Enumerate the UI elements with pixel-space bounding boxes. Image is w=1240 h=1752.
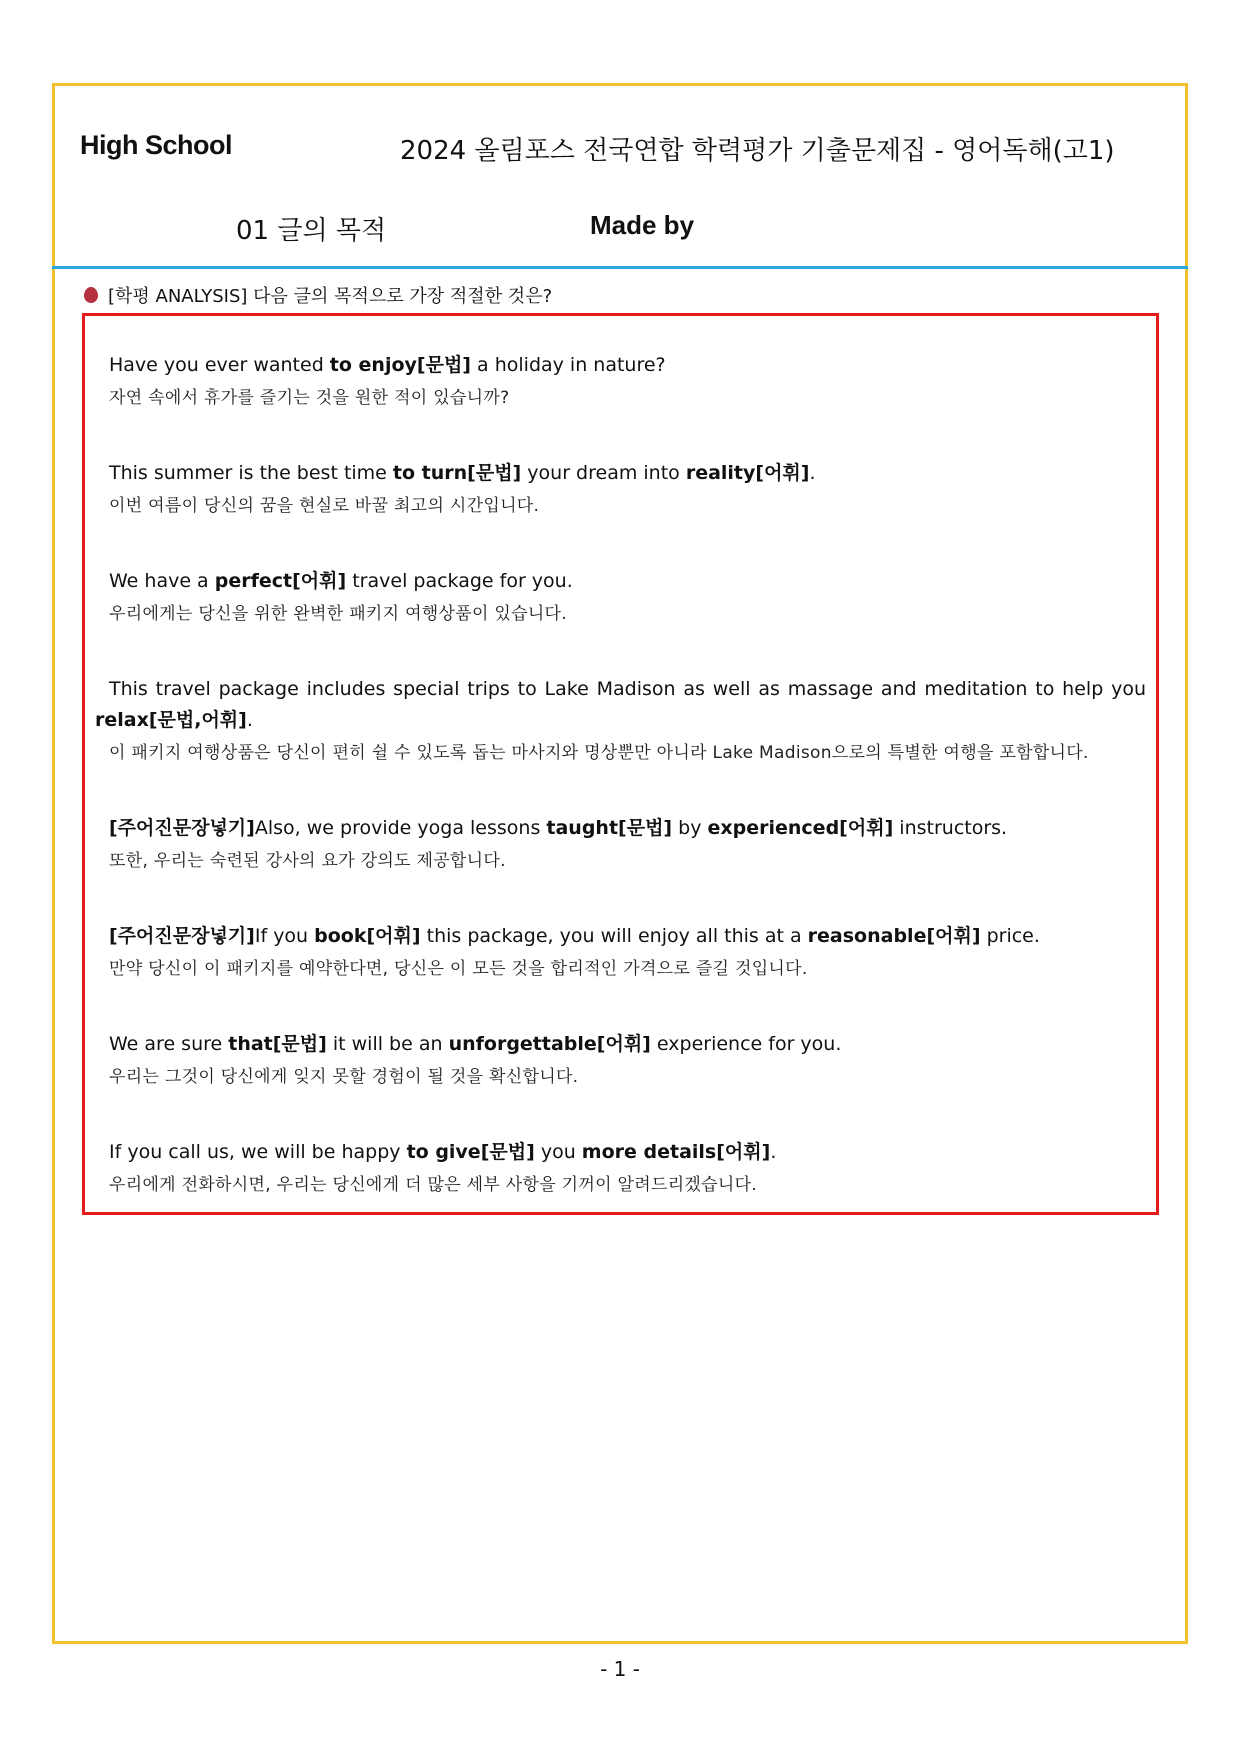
korean-translation: 자연 속에서 휴가를 즐기는 것을 원한 적이 있습니까? — [109, 388, 510, 408]
korean-translation: 또한, 우리는 숙련된 강사의 요가 강의도 제공합니다. — [109, 851, 506, 871]
unit-title: 01 글의 목적 — [236, 216, 387, 246]
sentence-pair — [95, 674, 1146, 769]
english-sentence — [95, 813, 1146, 844]
sentence-pair — [95, 921, 1146, 985]
header-divider — [52, 266, 1188, 269]
sentence-text: you — [534, 1141, 582, 1163]
english-sentence — [95, 566, 1146, 597]
annotated-term: perfect[어휘] — [214, 570, 347, 592]
english-sentence — [95, 458, 1146, 489]
sentence-text: We have a — [109, 570, 215, 592]
sentence-pair — [95, 1137, 1146, 1201]
korean-translation: 만약 당신이 이 패키지를 예약한다면, 당신은 이 모든 것을 합리적인 가격으로 즐길 것입니다. — [109, 959, 808, 979]
sentence-pair — [95, 566, 1146, 630]
korean-translation: 이 패키지 여행상품은 당신이 편히 쉴 수 있도록 돕는 마사지와 명상뿐만 아니라 Lake Madison으로의 특별한 여행을 포함합니다. — [109, 743, 1089, 763]
annotated-term: relax[문법,어휘] — [95, 709, 247, 731]
sentence-text: If you — [254, 925, 315, 947]
sentence-text: this package, you will enjoy all this at a — [420, 925, 808, 947]
made-by-label: Made by — [590, 210, 695, 240]
sentence-text: Have you ever wanted — [109, 354, 330, 376]
question-line — [84, 282, 552, 308]
passage-box — [82, 313, 1159, 1215]
annotated-term: [주어진문장넣기] — [109, 925, 255, 947]
sentence-text: price. — [980, 925, 1040, 947]
sentence-text: your dream into — [521, 462, 686, 484]
annotated-term: to enjoy[문법] — [329, 354, 471, 376]
annotated-term: experienced[어휘] — [707, 817, 894, 839]
school-label: High School — [80, 130, 232, 160]
korean-translation: 이번 여름이 당신의 꿈을 현실로 바꿀 최고의 시간입니다. — [109, 496, 540, 516]
sentence-pair — [95, 1029, 1146, 1093]
sentence-text: This travel package includes special trips to Lake Madison as well as massage and meditation to help you — [109, 678, 1146, 700]
page-number: - 1 - — [600, 1657, 640, 1681]
annotated-term: reasonable[어휘] — [807, 925, 981, 947]
annotated-term: that[문법] — [228, 1033, 327, 1055]
english-sentence — [95, 674, 1146, 736]
annotated-term: to give[문법] — [406, 1141, 535, 1163]
question-text: [학평 ANALYSIS] 다음 글의 목적으로 가장 적절한 것은? — [108, 286, 553, 307]
annotated-term: [주어진문장넣기] — [109, 817, 255, 839]
sentence-text: travel package for you. — [346, 570, 573, 592]
sentence-text: by — [672, 817, 708, 839]
annotated-term: more details[어휘] — [581, 1141, 771, 1163]
sentence-text: a holiday in nature? — [471, 354, 666, 376]
sentence-text: We are sure — [109, 1033, 229, 1055]
sentence-text: If you call us, we will be happy — [109, 1141, 407, 1163]
strawberry-bullet-icon — [84, 287, 98, 303]
document-title: 2024 올림포스 전국연합 학력평가 기출문제집 - 영어독해(고1) — [400, 136, 1115, 166]
korean-translation: 우리는 그것이 당신에게 잊지 못할 경험이 될 것을 확신합니다. — [109, 1067, 579, 1087]
sentence-text: . — [246, 709, 253, 731]
sentence-pair — [95, 458, 1146, 522]
sentence-text: it will be an — [326, 1033, 449, 1055]
english-sentence — [95, 1029, 1146, 1060]
english-sentence — [95, 350, 1146, 381]
sentence-text: . — [770, 1141, 777, 1163]
sentence-pair — [95, 350, 1146, 414]
annotated-term: to turn[문법] — [392, 462, 522, 484]
sentence-text: instructors. — [893, 817, 1008, 839]
korean-translation: 우리에게는 당신을 위한 완벽한 패키지 여행상품이 있습니다. — [109, 604, 567, 624]
annotated-term: unforgettable[어휘] — [448, 1033, 651, 1055]
sentence-text: experience for you. — [650, 1033, 842, 1055]
annotated-term: taught[문법] — [546, 817, 673, 839]
sentence-text: Also, we provide yoga lessons — [254, 817, 547, 839]
sentence-pair — [95, 813, 1146, 877]
sentence-text: . — [809, 462, 816, 484]
sentence-text: This summer is the best time — [109, 462, 393, 484]
annotated-term: book[어휘] — [314, 925, 421, 947]
korean-translation: 우리에게 전화하시면, 우리는 당신에게 더 많은 세부 사항을 기꺼이 알려드리겠습니다. — [109, 1175, 758, 1195]
english-sentence — [95, 1137, 1146, 1168]
annotated-term: reality[어휘] — [685, 462, 810, 484]
english-sentence — [95, 921, 1146, 952]
